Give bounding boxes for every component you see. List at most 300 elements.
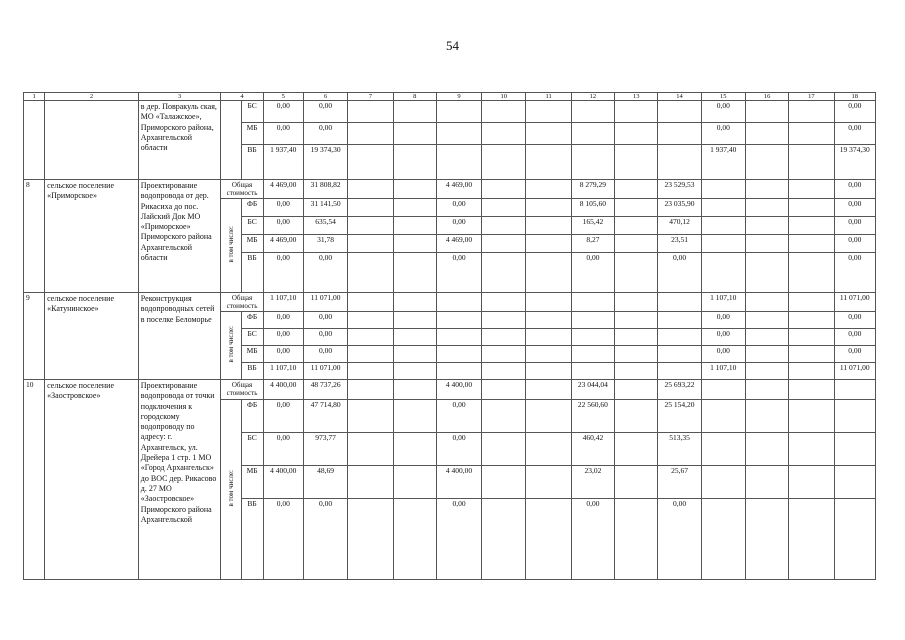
value-cell	[482, 123, 526, 145]
value-cell: 0,00	[263, 329, 303, 346]
value-cell: 1 107,10	[263, 293, 303, 312]
value-cell: 513,35	[658, 433, 701, 466]
value-cell	[526, 499, 571, 580]
value-cell	[348, 101, 393, 123]
value-cell	[701, 433, 745, 466]
value-cell: 23 044,04	[571, 380, 614, 400]
value-cell	[615, 101, 658, 123]
value-cell: 0,00	[834, 235, 875, 253]
funding-source: БС	[241, 329, 263, 346]
value-cell: 0,00	[436, 199, 481, 217]
value-cell	[834, 380, 875, 400]
funding-source: ФБ	[241, 312, 263, 329]
value-cell	[571, 145, 614, 180]
value-cell	[745, 466, 788, 499]
value-cell	[482, 380, 526, 400]
value-cell	[789, 180, 834, 199]
row-number: 8	[24, 180, 45, 293]
value-cell	[745, 101, 788, 123]
value-cell: 11 071,00	[303, 293, 347, 312]
value-cell: 0,00	[701, 346, 745, 363]
value-cell	[745, 346, 788, 363]
value-cell	[658, 293, 701, 312]
header-cell: 3	[138, 93, 221, 101]
value-cell	[745, 380, 788, 400]
value-cell	[615, 235, 658, 253]
value-cell	[482, 199, 526, 217]
value-cell	[526, 253, 571, 293]
value-cell: 0,00	[571, 253, 614, 293]
value-cell	[658, 312, 701, 329]
value-cell	[745, 180, 788, 199]
value-cell	[393, 433, 436, 466]
header-cell: 8	[393, 93, 436, 101]
value-cell	[615, 145, 658, 180]
value-cell	[615, 312, 658, 329]
value-cell	[701, 380, 745, 400]
value-cell	[789, 101, 834, 123]
value-cell: 8,27	[571, 235, 614, 253]
value-cell	[615, 253, 658, 293]
value-cell: 0,00	[701, 101, 745, 123]
value-cell	[745, 433, 788, 466]
value-cell: 0,00	[303, 253, 347, 293]
value-cell	[348, 293, 393, 312]
value-cell	[393, 293, 436, 312]
value-cell: 0,00	[303, 312, 347, 329]
value-cell	[348, 123, 393, 145]
value-cell	[348, 235, 393, 253]
value-cell	[571, 312, 614, 329]
value-cell	[393, 329, 436, 346]
value-cell: 25 693,22	[658, 380, 701, 400]
value-cell: 4 400,00	[263, 466, 303, 499]
funding-source: БС	[241, 101, 263, 123]
value-cell: 1 107,10	[263, 363, 303, 380]
value-cell	[436, 329, 481, 346]
value-cell: 48,69	[303, 466, 347, 499]
value-cell	[789, 145, 834, 180]
municipality-name: сельское поселение «Заостровское»	[45, 380, 139, 580]
value-cell	[526, 400, 571, 433]
value-cell	[701, 180, 745, 199]
value-cell: 0,00	[658, 499, 701, 580]
value-cell	[482, 433, 526, 466]
value-cell: 23,51	[658, 235, 701, 253]
value-cell: 4 400,00	[436, 466, 481, 499]
value-cell	[436, 346, 481, 363]
header-cell: 10	[482, 93, 526, 101]
value-cell	[789, 499, 834, 580]
value-cell	[482, 346, 526, 363]
value-cell: 0,00	[701, 329, 745, 346]
value-cell	[482, 363, 526, 380]
value-cell	[482, 253, 526, 293]
value-cell	[834, 499, 875, 580]
value-cell: 25,67	[658, 466, 701, 499]
value-cell: 0,00	[834, 199, 875, 217]
value-cell: 1 107,10	[701, 293, 745, 312]
header-cell: 1	[24, 93, 45, 101]
value-cell: 0,00	[303, 329, 347, 346]
value-cell	[745, 253, 788, 293]
value-cell: 1 937,40	[263, 145, 303, 180]
value-cell: 0,00	[834, 180, 875, 199]
budget-table	[23, 92, 876, 580]
value-cell	[393, 346, 436, 363]
value-cell	[526, 235, 571, 253]
row-number: 9	[24, 293, 45, 380]
value-cell: 4 469,00	[436, 180, 481, 199]
total-label: Общая стоимость	[221, 380, 263, 400]
value-cell: 635,54	[303, 217, 347, 235]
header-cell: 4	[221, 93, 263, 101]
value-cell	[482, 145, 526, 180]
value-cell	[348, 433, 393, 466]
header-cell: 12	[571, 93, 614, 101]
value-cell	[745, 123, 788, 145]
value-cell	[526, 363, 571, 380]
value-cell: 0,00	[701, 312, 745, 329]
value-cell	[348, 466, 393, 499]
value-cell	[615, 199, 658, 217]
value-cell	[615, 380, 658, 400]
value-cell	[615, 329, 658, 346]
value-cell	[571, 363, 614, 380]
value-cell	[571, 123, 614, 145]
value-cell	[701, 499, 745, 580]
value-cell	[348, 180, 393, 199]
value-cell	[348, 312, 393, 329]
value-cell: 19 374,30	[303, 145, 347, 180]
value-cell	[436, 123, 481, 145]
value-cell	[348, 400, 393, 433]
value-cell	[436, 145, 481, 180]
value-cell: 23 529,53	[658, 180, 701, 199]
value-cell	[658, 145, 701, 180]
value-cell: 0,00	[263, 433, 303, 466]
value-cell	[789, 380, 834, 400]
including-label	[221, 101, 241, 180]
value-cell: 19 374,30	[834, 145, 875, 180]
total-label: Общая стоимость	[221, 180, 263, 199]
value-cell	[393, 145, 436, 180]
value-cell: 973,77	[303, 433, 347, 466]
value-cell	[789, 363, 834, 380]
value-cell	[526, 145, 571, 180]
value-cell: 23,02	[571, 466, 614, 499]
value-cell: 4 400,00	[436, 380, 481, 400]
value-cell: 1 107,10	[701, 363, 745, 380]
funding-source: ФБ	[241, 199, 263, 217]
value-cell: 0,00	[834, 312, 875, 329]
value-cell	[393, 312, 436, 329]
value-cell: 23 035,90	[658, 199, 701, 217]
funding-source: ВБ	[241, 363, 263, 380]
value-cell: 25 154,20	[658, 400, 701, 433]
value-cell: 0,00	[834, 123, 875, 145]
value-cell	[526, 293, 571, 312]
value-cell: 165,42	[571, 217, 614, 235]
including-text: в том числе:	[226, 469, 235, 507]
value-cell	[393, 180, 436, 199]
including-label	[221, 400, 241, 580]
value-cell	[745, 363, 788, 380]
project-description: Реконструкция водопроводных сетей в поселке Беломорье	[138, 293, 221, 380]
total-row	[24, 180, 876, 199]
value-cell: 0,00	[436, 499, 481, 580]
value-cell	[436, 293, 481, 312]
value-cell	[348, 253, 393, 293]
value-cell: 0,00	[263, 499, 303, 580]
value-cell: 48 737,26	[303, 380, 347, 400]
value-cell	[348, 145, 393, 180]
municipality-name: сельское поселение «Приморское»	[45, 180, 139, 293]
value-cell: 0,00	[263, 123, 303, 145]
value-cell	[615, 217, 658, 235]
page-number: 54	[446, 38, 459, 53]
funding-source: ФБ	[241, 400, 263, 433]
row-number: 10	[24, 380, 45, 580]
value-cell: 0,00	[263, 400, 303, 433]
value-cell	[571, 101, 614, 123]
value-cell	[789, 312, 834, 329]
value-cell	[658, 363, 701, 380]
value-cell: 0,00	[658, 253, 701, 293]
value-cell	[436, 312, 481, 329]
value-cell	[482, 217, 526, 235]
including-label	[221, 312, 241, 380]
value-cell	[526, 123, 571, 145]
value-cell	[789, 400, 834, 433]
value-cell	[348, 199, 393, 217]
value-cell	[436, 363, 481, 380]
value-cell	[701, 253, 745, 293]
value-cell	[745, 235, 788, 253]
header-cell: 15	[701, 93, 745, 101]
value-cell: 11 071,00	[834, 293, 875, 312]
header-cell: 5	[263, 93, 303, 101]
value-cell	[615, 123, 658, 145]
value-cell: 31 141,50	[303, 199, 347, 217]
value-cell	[745, 329, 788, 346]
value-cell	[701, 400, 745, 433]
value-cell: 0,00	[834, 101, 875, 123]
value-cell	[745, 217, 788, 235]
value-cell	[789, 329, 834, 346]
value-cell: 0,00	[263, 312, 303, 329]
value-cell	[482, 235, 526, 253]
value-cell	[615, 346, 658, 363]
value-cell	[658, 123, 701, 145]
header-cell: 11	[526, 93, 571, 101]
header-cell: 16	[745, 93, 788, 101]
value-cell	[789, 293, 834, 312]
value-cell	[615, 400, 658, 433]
value-cell	[615, 499, 658, 580]
value-cell: 0,00	[571, 499, 614, 580]
value-cell: 0,00	[701, 123, 745, 145]
value-cell	[482, 400, 526, 433]
value-cell	[658, 101, 701, 123]
total-label: Общая стоимость	[221, 293, 263, 312]
value-cell	[348, 499, 393, 580]
value-cell: 11 071,00	[303, 363, 347, 380]
value-cell	[482, 312, 526, 329]
value-cell: 0,00	[303, 346, 347, 363]
value-cell	[571, 293, 614, 312]
value-cell: 0,00	[263, 217, 303, 235]
value-cell	[658, 329, 701, 346]
project-description: в дер. Повракуль ская, МО «Талажское», Приморского района, Архангельской области	[138, 101, 221, 180]
value-cell: 31,78	[303, 235, 347, 253]
value-cell	[701, 217, 745, 235]
value-cell: 4 400,00	[263, 380, 303, 400]
value-cell: 470,12	[658, 217, 701, 235]
project-description: Проектирование водопровода от точки подключения к городскому водопроводу по адресу: г. Архангельск, ул. Дрейера 1 стр. 1 МО «Город Архангельск» до ВОС дер. Рикасово д. 27 МО «Заостровское» Приморского района Архангельской	[138, 380, 221, 580]
value-cell	[348, 363, 393, 380]
header-cell: 18	[834, 93, 875, 101]
value-cell: 31 808,82	[303, 180, 347, 199]
header-cell: 17	[789, 93, 834, 101]
funding-source: МБ	[241, 346, 263, 363]
value-cell	[526, 180, 571, 199]
value-cell: 0,00	[834, 346, 875, 363]
municipality-name: сельское поселение «Катунинское»	[45, 293, 139, 380]
value-cell	[789, 235, 834, 253]
value-cell	[393, 235, 436, 253]
funding-source: ВБ	[241, 499, 263, 580]
total-row	[24, 293, 876, 312]
value-cell	[526, 329, 571, 346]
value-cell: 0,00	[436, 400, 481, 433]
value-cell: 0,00	[834, 329, 875, 346]
value-cell	[615, 466, 658, 499]
value-cell	[834, 433, 875, 466]
value-cell	[482, 180, 526, 199]
header-cell: 14	[658, 93, 701, 101]
value-cell: 0,00	[834, 253, 875, 293]
header-cell: 2	[45, 93, 139, 101]
value-cell: 0,00	[436, 253, 481, 293]
value-cell: 4 469,00	[436, 235, 481, 253]
value-cell	[526, 433, 571, 466]
value-cell: 0,00	[436, 217, 481, 235]
value-cell	[393, 380, 436, 400]
value-cell	[615, 363, 658, 380]
funding-source: МБ	[241, 123, 263, 145]
value-cell	[745, 400, 788, 433]
value-cell: 0,00	[303, 101, 347, 123]
value-cell: 11 071,00	[834, 363, 875, 380]
value-cell: 8 279,29	[571, 180, 614, 199]
value-cell	[745, 293, 788, 312]
header-cell: 6	[303, 93, 347, 101]
municipality-name	[45, 101, 139, 180]
value-cell	[393, 101, 436, 123]
value-cell	[615, 180, 658, 199]
including-text: в том числе:	[226, 325, 235, 363]
value-cell	[526, 466, 571, 499]
value-cell	[745, 199, 788, 217]
value-cell	[393, 400, 436, 433]
value-cell: 8 105,60	[571, 199, 614, 217]
value-cell: 0,00	[303, 123, 347, 145]
value-cell	[789, 199, 834, 217]
value-cell	[615, 293, 658, 312]
source-row	[24, 101, 876, 123]
value-cell: 4 469,00	[263, 180, 303, 199]
value-cell: 0,00	[263, 199, 303, 217]
value-cell	[658, 346, 701, 363]
value-cell	[745, 145, 788, 180]
value-cell	[789, 433, 834, 466]
value-cell: 0,00	[303, 499, 347, 580]
funding-source: МБ	[241, 466, 263, 499]
value-cell	[348, 380, 393, 400]
funding-source: МБ	[241, 235, 263, 253]
value-cell	[393, 199, 436, 217]
value-cell	[526, 346, 571, 363]
funding-source: ВБ	[241, 145, 263, 180]
value-cell: 0,00	[834, 217, 875, 235]
value-cell	[393, 499, 436, 580]
value-cell	[789, 123, 834, 145]
value-cell	[834, 400, 875, 433]
project-description: Проектирование водопровода от дер. Рикасиха до пос. Лайский Док МО «Приморское» Приморского района Архангельской области	[138, 180, 221, 293]
value-cell	[789, 466, 834, 499]
value-cell	[615, 433, 658, 466]
value-cell	[393, 363, 436, 380]
value-cell: 47 714,80	[303, 400, 347, 433]
value-cell	[701, 235, 745, 253]
value-cell	[436, 101, 481, 123]
value-cell	[393, 123, 436, 145]
value-cell: 4 469,00	[263, 235, 303, 253]
value-cell	[701, 466, 745, 499]
value-cell	[393, 217, 436, 235]
value-cell	[393, 253, 436, 293]
value-cell: 0,00	[263, 253, 303, 293]
including-text: в том числе:	[226, 225, 235, 263]
funding-source: БС	[241, 433, 263, 466]
row-number	[24, 101, 45, 180]
value-cell: 460,42	[571, 433, 614, 466]
value-cell	[789, 346, 834, 363]
value-cell: 0,00	[436, 433, 481, 466]
value-cell	[482, 101, 526, 123]
header-cell: 9	[436, 93, 481, 101]
value-cell	[571, 346, 614, 363]
value-cell: 0,00	[263, 346, 303, 363]
value-cell	[393, 466, 436, 499]
value-cell	[526, 199, 571, 217]
value-cell	[348, 346, 393, 363]
funding-source: ВБ	[241, 253, 263, 293]
value-cell	[482, 293, 526, 312]
header-cell: 13	[615, 93, 658, 101]
header-cell: 7	[348, 93, 393, 101]
value-cell	[789, 217, 834, 235]
value-cell: 1 937,40	[701, 145, 745, 180]
value-cell	[348, 329, 393, 346]
value-cell	[526, 312, 571, 329]
value-cell	[526, 380, 571, 400]
total-row	[24, 380, 876, 400]
value-cell	[482, 499, 526, 580]
value-cell	[571, 329, 614, 346]
value-cell	[482, 466, 526, 499]
